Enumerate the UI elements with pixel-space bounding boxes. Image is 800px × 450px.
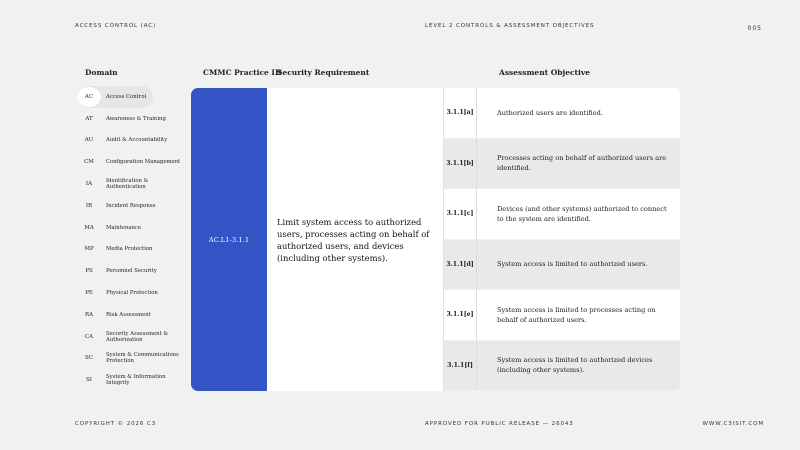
column-header-requirement: Security Requirement [277, 68, 370, 77]
requirement-text: Limit system access to authorized users, processes acting on behalf of authorized users, and devices (including other systems). [277, 216, 430, 263]
domain-code: AT [85, 115, 93, 122]
domain-item-sc[interactable] [77, 348, 189, 370]
objective-text: System access is limited to authorized users. [497, 260, 648, 269]
page-number: 005 [747, 25, 762, 32]
domain-name: Access Control [106, 93, 147, 100]
domain-item-ac[interactable] [77, 86, 153, 108]
header-document-title: LEVEL 2 CONTROLS & ASSESSMENT OBJECTIVES [425, 23, 595, 29]
control-card [191, 88, 680, 391]
domain-code: MA [84, 224, 94, 231]
column-header-objective: Assessment Objective [499, 68, 590, 77]
domain-item-ca[interactable] [77, 326, 189, 348]
domain-name: Physical Protection [106, 290, 158, 297]
domain-name: Media Protection [106, 246, 153, 253]
requirement-cell [267, 88, 444, 391]
domain-name: Configuration Management [106, 159, 181, 166]
practice-id: AC.L1-3.1.1 [208, 235, 250, 244]
objective-id: 3.1.1[d] [444, 240, 477, 290]
domain-name: Audit & Accountability [106, 137, 168, 144]
objective-text: Processes acting on behalf of authorized users are identified. [497, 154, 667, 173]
column-header-domain: Domain [85, 68, 118, 77]
domain-item-pe[interactable] [77, 282, 189, 304]
domain-item-ia[interactable] [77, 173, 189, 195]
domain-name: Personnel Security [106, 268, 157, 275]
objective-row [444, 189, 680, 240]
domain-code: CM [84, 159, 94, 166]
objective-id: 3.1.1[c] [444, 189, 477, 239]
footer-website-link[interactable]: WWW.C3ISIT.COM [702, 421, 764, 427]
domain-name: Incident Response [106, 202, 156, 209]
objective-id: 3.1.1[b] [444, 139, 477, 189]
domain-code: SI [86, 377, 92, 384]
column-header-practice-id: CMMC Practice ID [203, 68, 282, 77]
objective-text: System access is limited to authorized devices (including other systems). [497, 356, 653, 375]
footer-copyright: COPYRIGHT © 2026 C3 [75, 421, 157, 427]
domain-code: SC [85, 355, 93, 362]
domain-item-ma[interactable] [77, 217, 189, 239]
objective-text: Authorized users are identified. [497, 108, 603, 117]
domain-code: MP [84, 246, 94, 253]
domain-name: Security Assessment & Authorization [106, 330, 169, 343]
domain-item-ir[interactable] [77, 195, 189, 217]
domain-name: System & Communications Protection [106, 352, 179, 365]
objective-text: Devices (and other systems) authorized to connect to the system are identified. [497, 204, 667, 223]
objective-id: 3.1.1[a] [444, 88, 477, 138]
domain-item-au[interactable] [77, 130, 189, 152]
domain-code: PS [85, 268, 93, 275]
objective-id: 3.1.1[f] [444, 341, 477, 391]
objective-text: System access is limited to processes acting on behalf of authorized users. [497, 305, 656, 324]
domain-name: Risk Assessment [106, 311, 151, 318]
objective-id: 3.1.1[e] [444, 290, 477, 340]
domain-code: RA [84, 311, 94, 318]
domain-code: IR [85, 202, 93, 209]
domain-list [77, 86, 189, 391]
domain-item-si[interactable] [77, 369, 189, 391]
domain-code: AU [84, 137, 94, 144]
footer-release-note: APPROVED FOR PUBLIC RELEASE — 26043 [425, 421, 574, 427]
domain-name: Identification & Authentication [106, 178, 149, 191]
domain-item-ps[interactable] [77, 260, 189, 282]
domain-code: AC [77, 87, 101, 107]
domain-item-ra[interactable] [77, 304, 189, 326]
objective-row [444, 139, 680, 190]
domain-name: System & Information Integrity [106, 374, 166, 387]
domain-item-mp[interactable] [77, 239, 189, 261]
objective-row [444, 240, 680, 291]
domain-code: IA [85, 181, 93, 188]
domain-code: CA [84, 333, 94, 340]
practice-id-cell [191, 88, 267, 391]
objective-list [444, 88, 680, 391]
objective-row [444, 290, 680, 341]
objective-row [444, 341, 680, 392]
domain-code: PE [85, 290, 93, 297]
domain-name: Awareness & Training [106, 115, 166, 122]
objective-row [444, 88, 680, 139]
domain-name: Maintenance [106, 224, 142, 231]
domain-item-cm[interactable] [77, 151, 189, 173]
domain-item-at[interactable] [77, 108, 189, 130]
header-section-title: ACCESS CONTROL (AC) [75, 23, 157, 29]
